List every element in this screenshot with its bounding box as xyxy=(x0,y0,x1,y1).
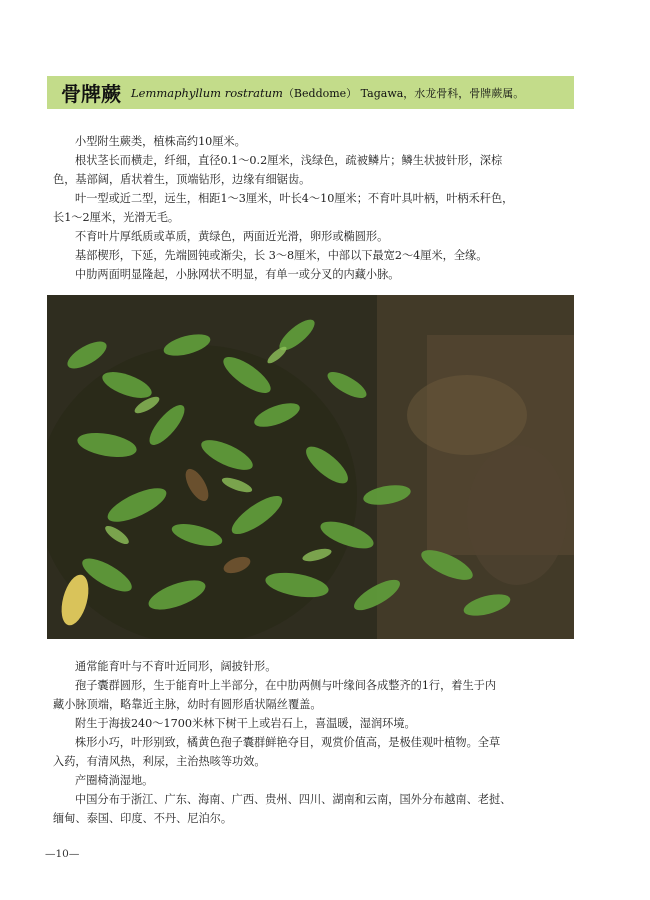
description-paragraph: 基部楔形，下延，先端圆钝或渐尖，长 3～8厘米，中部以下最宽2～4厘米，全缘。 xyxy=(75,249,488,262)
species-title-cn: 骨牌蕨 xyxy=(61,82,121,106)
description-paragraph: 附生于海拔240～1700米林下树干上或岩石上，喜温暖，湿润环境。 xyxy=(75,717,416,730)
description-paragraph: 中国分布于浙江、广东、海南、广西、贵州、四川、湖南和云南，国外分布越南、老挝、 xyxy=(75,793,512,806)
description-paragraph: 叶一型或近二型，远生，相距1～3厘米，叶长4～10厘米；不育叶具叶柄，叶柄禾秆色， xyxy=(75,192,514,205)
description-paragraph-cont: 藏小脉顶端，略靠近主脉，幼时有圆形盾状隔丝覆盖。 xyxy=(53,698,322,711)
page-number: —10— xyxy=(45,848,80,860)
description-paragraph-cont: 缅甸、泰国、印度、不丹、尼泊尔。 xyxy=(53,812,233,825)
description-paragraph-cont: 长1～2厘米，光滑无毛。 xyxy=(53,211,180,224)
description-paragraph: 通常能育叶与不育叶近同形，阔披针形。 xyxy=(75,660,277,673)
species-authority-family: （Beddome） Tagawa，水龙骨科，骨牌蕨属。 xyxy=(282,86,525,100)
description-paragraph-cont: 入药，有清风热，利尿，主治热咳等功效。 xyxy=(53,755,266,768)
description-paragraph: 孢子囊群圆形，生于能育叶上半部分，在中肋两侧与叶缘间各成整齐的1行，着生于内 xyxy=(75,679,497,692)
description-paragraph: 不育叶片厚纸质或革质，黄绿色，两面近光滑，卵形或椭圆形。 xyxy=(75,230,389,243)
description-paragraph: 产圈椅淌湿地。 xyxy=(75,774,154,787)
description-paragraph: 株形小巧，叶形别致，橘黄色孢子囊群鲜艳夺目，观赏价值高，是极佳观叶植物。全草 xyxy=(75,736,501,749)
species-title-bar xyxy=(47,76,574,109)
fern-photo xyxy=(47,295,574,639)
description-paragraph: 根状茎长而横走，纤细，直径0.1～0.2厘米，浅绿色，疏被鳞片；鳞生状披针形，深棕 xyxy=(75,154,503,167)
description-paragraph: 小型附生蕨类，植株高约10厘米。 xyxy=(75,135,246,148)
description-paragraph-cont: 色，基部阔，盾状着生，顶端钻形，边缘有细锯齿。 xyxy=(53,173,311,186)
description-paragraph: 中肋两面明显隆起，小脉网状不明显，有单一或分叉的内藏小脉。 xyxy=(75,268,400,281)
species-scientific-name: Lemmaphyllum rostratum xyxy=(131,85,283,100)
